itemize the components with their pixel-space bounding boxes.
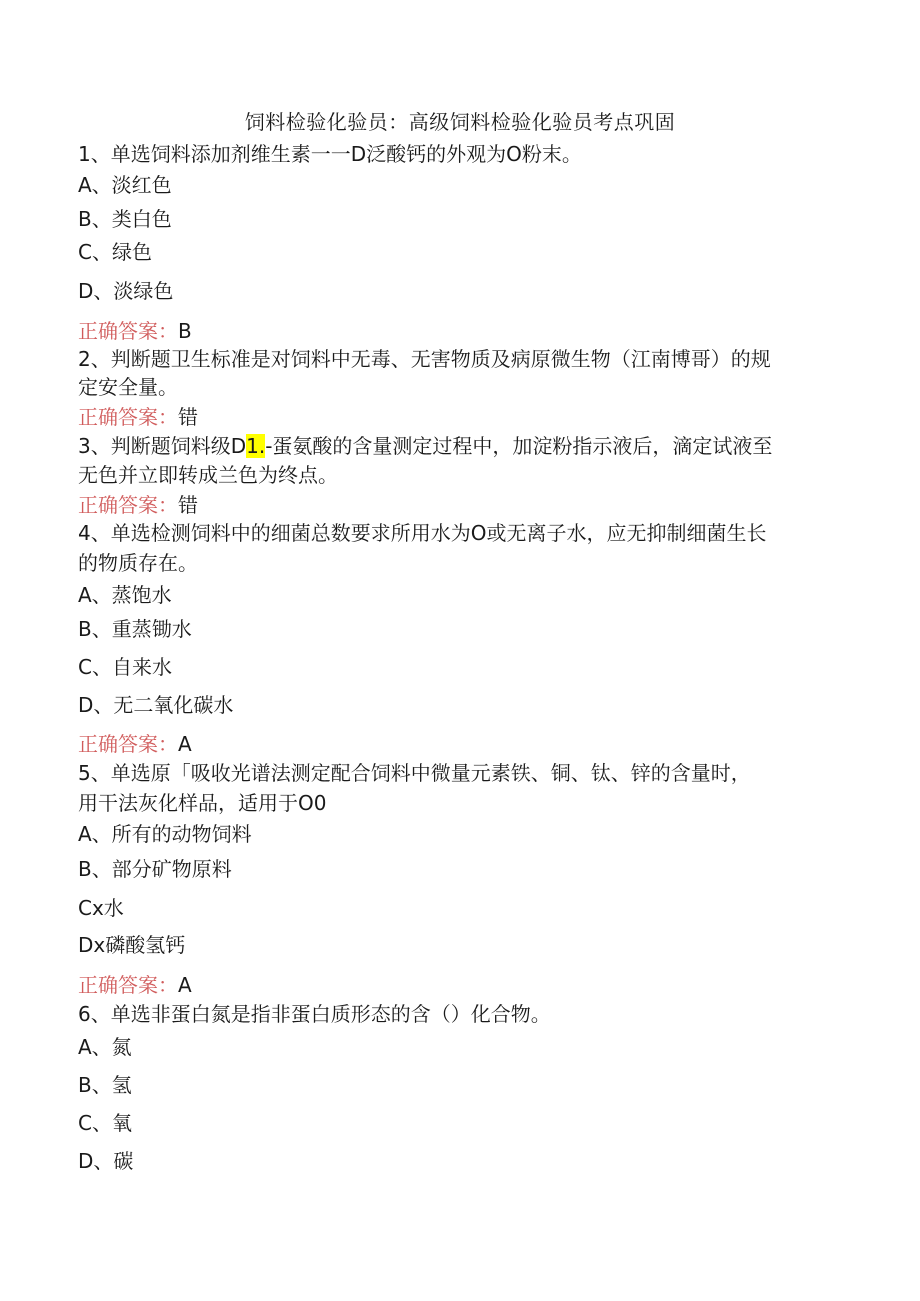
question-5-option-c: Cx水: [78, 896, 124, 920]
answer-label: 正确答案：: [78, 973, 178, 997]
answer-value: 错: [178, 493, 198, 517]
question-2-stem-line1: 2、判断题卫生标准是对饲料中无毒、无害物质及病原微生物（江南博哥）的规: [78, 347, 771, 371]
question-4-option-c: C、自来水: [78, 655, 172, 679]
answer-label: 正确答案：: [78, 732, 178, 756]
question-3-stem-line2: 无色并立即转成兰色为终点。: [78, 463, 338, 487]
question-2-answer: [78, 402, 198, 432]
answer-label: 正确答案：: [78, 493, 178, 517]
question-6-option-b: B、氢: [78, 1073, 132, 1097]
question-6-stem: 6、单选非蛋白氮是指非蛋白质形态的含（）化合物。: [78, 1002, 551, 1026]
question-3-answer: [78, 490, 198, 520]
question-4-option-b: B、重蒸锄水: [78, 617, 192, 641]
question-4-option-a: A、蒸饱水: [78, 583, 172, 607]
question-3-stem-line1: [78, 431, 772, 461]
question-4-option-d: D、无二氧化碳水: [78, 693, 234, 717]
answer-label: 正确答案：: [78, 319, 178, 343]
question-5-option-a: A、所有的动物饲料: [78, 822, 252, 846]
answer-value: 错: [178, 405, 198, 429]
question-2-stem-line2: 定安全量。: [78, 375, 178, 399]
question-1-option-c: C、绿色: [78, 240, 152, 264]
question-4-stem-line2: 的物质存在。: [78, 551, 198, 575]
question-1-answer: [78, 316, 192, 346]
question-5-answer: [78, 970, 192, 1000]
question-3-stem-prefix: 3、判断题饲料级D: [78, 434, 247, 458]
answer-label: 正确答案：: [78, 405, 178, 429]
question-5-option-d: Dx磷酸氢钙: [78, 933, 186, 957]
answer-value: A: [178, 732, 192, 756]
question-1-option-b: B、类白色: [78, 207, 172, 231]
question-4-answer: [78, 729, 192, 759]
question-1-option-a: A、淡红色: [78, 173, 172, 197]
document-title: 饲料检验化验员：高级饲料检验化验员考点巩固: [244, 110, 676, 134]
question-5-stem-line1: 5、单选原「吸收光谱法测定配合饲料中微量元素铁、铜、钛、锌的含量时，: [78, 761, 751, 785]
answer-value: B: [178, 319, 192, 343]
question-6-option-a: A、氮: [78, 1035, 132, 1059]
question-3-stem-suffix: -蛋氨酸的含量测定过程中，加淀粉指示液后，滴定试液至: [265, 434, 773, 458]
question-1-stem: 1、单选饲料添加剂维生素一一D泛酸钙的外观为O粉末。: [78, 142, 582, 166]
highlighted-text: 1.: [246, 434, 266, 458]
answer-value: A: [178, 973, 192, 997]
question-5-stem-line2: 用干法灰化样品，适用于O0: [78, 791, 327, 815]
question-6-option-d: D、碳: [78, 1149, 134, 1173]
question-1-option-d: D、淡绿色: [78, 279, 174, 303]
question-5-option-b: B、部分矿物原料: [78, 857, 232, 881]
question-4-stem-line1: 4、单选检测饲料中的细菌总数要求所用水为O或无离子水，应无抑制细菌生长: [78, 521, 767, 545]
question-6-option-c: C、氧: [78, 1111, 132, 1135]
